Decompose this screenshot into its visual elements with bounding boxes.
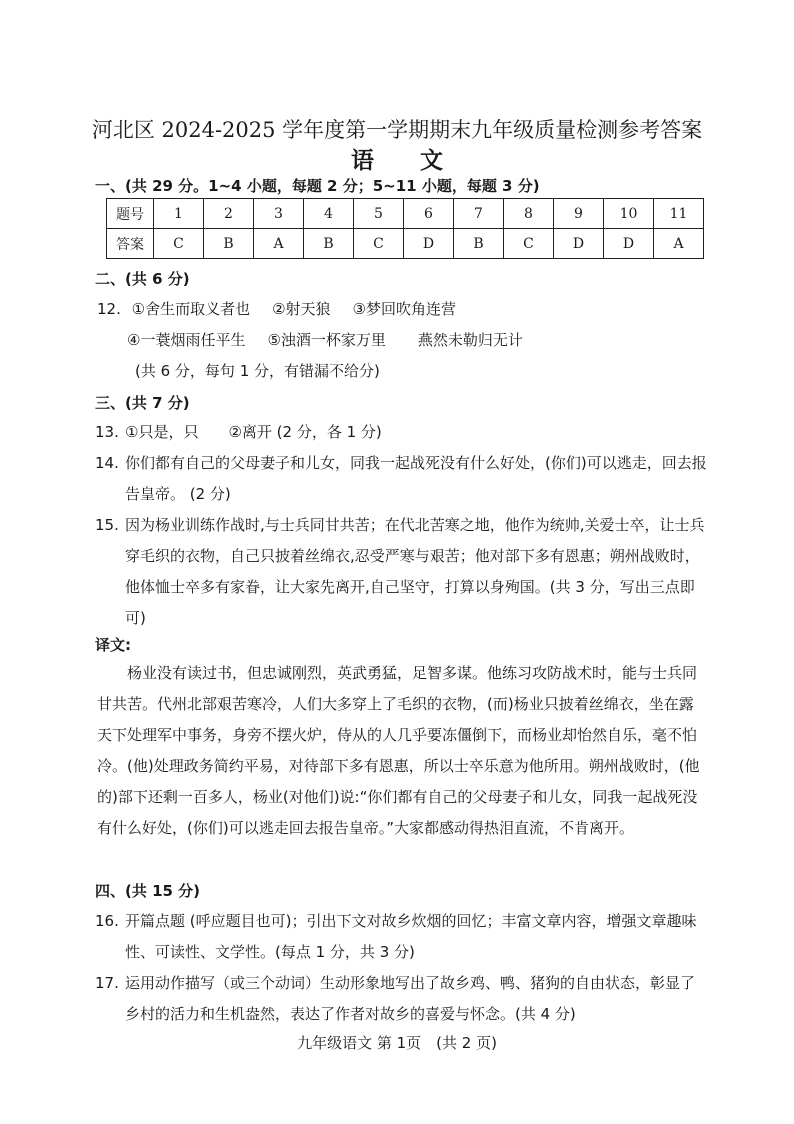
table-cell: 6	[404, 199, 454, 229]
q12-answer: ④一蓑烟雨任平生	[127, 331, 246, 349]
translation-paragraph	[97, 658, 705, 844]
q17	[95, 968, 707, 1030]
table-cell: 2	[204, 199, 254, 229]
question-number: 13.	[95, 423, 119, 441]
question-number: 17.	[95, 974, 119, 992]
q15	[95, 510, 707, 634]
table-cell: C	[154, 229, 204, 259]
table-cell: A	[654, 229, 704, 259]
table-cell: C	[354, 229, 404, 259]
translation-text: 杨业没有读过书，但忠诚刚烈，英武勇猛，足智多谋。他练习攻防战术时，能与士兵同甘共苦。代州北部艰苦寒冷，人们大多穿上了毛织的衣物，(而)杨业只披着丝绵衣，坐在露天下处理军中事务，身旁不摆火炉，侍从的人几乎要冻僵倒下，而杨业却怡然自乐，毫不怕冷。(他)处理政务简约平易，对待部下多有恩惠，所以士卒乐意为他所用。朔州战败时，(他的)部下还剩一百多人，杨业(对他们)说:“你们都有自己的父母妻子和儿女，同我一起战死没有什么好处，(你们)可以逃走回去报告皇帝。”大家都感动得热泪直流，不肯离开。	[97, 664, 700, 837]
row-label-question: 题号	[107, 199, 154, 229]
q17-answer: 运用动作描写（或三个动词）生动形象地写出了故乡鸡、鸭、猪狗的自由状态，彰显了乡村的活力和生机盎然，表达了作者对故乡的喜爱与怀念。(共 4 分)	[125, 974, 696, 1023]
question-number: 14.	[95, 454, 119, 472]
table-cell: B	[304, 229, 354, 259]
section3-heading: 三、(共 7 分)	[95, 394, 190, 412]
q14-answer: 你们都有自己的父母妻子和儿女，同我一起战死没有什么好处，(你们)可以逃走，回去报告皇帝。 (2 分)	[125, 454, 707, 503]
table-cell: 3	[254, 199, 304, 229]
q12-answer: ①舍生而取义者也	[131, 300, 251, 318]
table-cell: 4	[304, 199, 354, 229]
question-number: 15.	[95, 516, 119, 534]
q13-answer: ①只是，只 ②离开 (2 分，各 1 分)	[125, 423, 382, 441]
subject-char-2: 文	[420, 147, 443, 174]
row-label-answer: 答案	[107, 229, 154, 259]
table-cell: C	[504, 229, 554, 259]
table-cell: 7	[454, 199, 504, 229]
q16	[95, 906, 707, 968]
table-cell: A	[254, 229, 304, 259]
q15-answer: 因为杨业训练作战时,与士兵同甘共苦；在代北苦寒之地，他作为统帅,关爱士卒，让士兵穿毛织的衣物，自己只披着丝绵衣,忍受严寒与艰苦；他对部下多有恩惠；朔州战败时，他体恤士卒多有家眷，让大家先离开,自己坚守，打算以身殉国。(共 3 分，写出三点即可)	[125, 516, 705, 627]
subject-title	[0, 142, 794, 175]
table-cell: 8	[504, 199, 554, 229]
section4-heading: 四、(共 15 分)	[95, 882, 201, 900]
table-cell: B	[204, 229, 254, 259]
table-cell: 9	[554, 199, 604, 229]
question-number: 12.	[97, 300, 121, 318]
page-title: 河北区 2024-2025 学年度第一学期期末九年级质量检测参考答案	[91, 118, 703, 142]
q12-line2	[127, 325, 545, 356]
q12-answer: ③梦回吹角连营	[352, 300, 456, 318]
answer-table	[106, 198, 704, 259]
q16-answer: 开篇点题 (呼应题目也可)；引出下文对故乡炊烟的回忆；丰富文章内容，增强文章趣味性、可读性、文学性。(每点 1 分，共 3 分)	[125, 912, 697, 961]
q12-line1	[97, 294, 478, 325]
table-cell: 10	[604, 199, 654, 229]
table-row-answers	[107, 229, 704, 259]
page-footer: 九年级语文 第 1页 (共 2 页)	[297, 1034, 497, 1052]
section2-heading: 二、(共 6 分)	[95, 270, 190, 288]
table-cell: D	[604, 229, 654, 259]
translation-heading: 译文:	[95, 636, 131, 654]
q12-answer: ⑤浊酒一杯家万里	[267, 331, 386, 349]
table-row-questions	[107, 199, 704, 229]
q14	[95, 448, 707, 510]
q12-answer: ②射天狼	[272, 300, 331, 318]
table-cell: 1	[154, 199, 204, 229]
subject-char-1: 语	[351, 147, 374, 174]
table-cell: D	[554, 229, 604, 259]
q12-answer: 燕然未勒归无计	[417, 331, 523, 349]
q13	[95, 417, 707, 448]
question-number: 16.	[95, 912, 119, 930]
table-cell: B	[454, 229, 504, 259]
table-cell: 5	[354, 199, 404, 229]
table-cell: D	[404, 229, 454, 259]
q12-note: (共 6 分，每句 1 分，有错漏不给分)	[135, 362, 380, 380]
section1-heading: 一、(共 29 分。1~4 小题，每题 2 分；5~11 小题，每题 3 分)	[95, 177, 540, 195]
table-cell: 11	[654, 199, 704, 229]
